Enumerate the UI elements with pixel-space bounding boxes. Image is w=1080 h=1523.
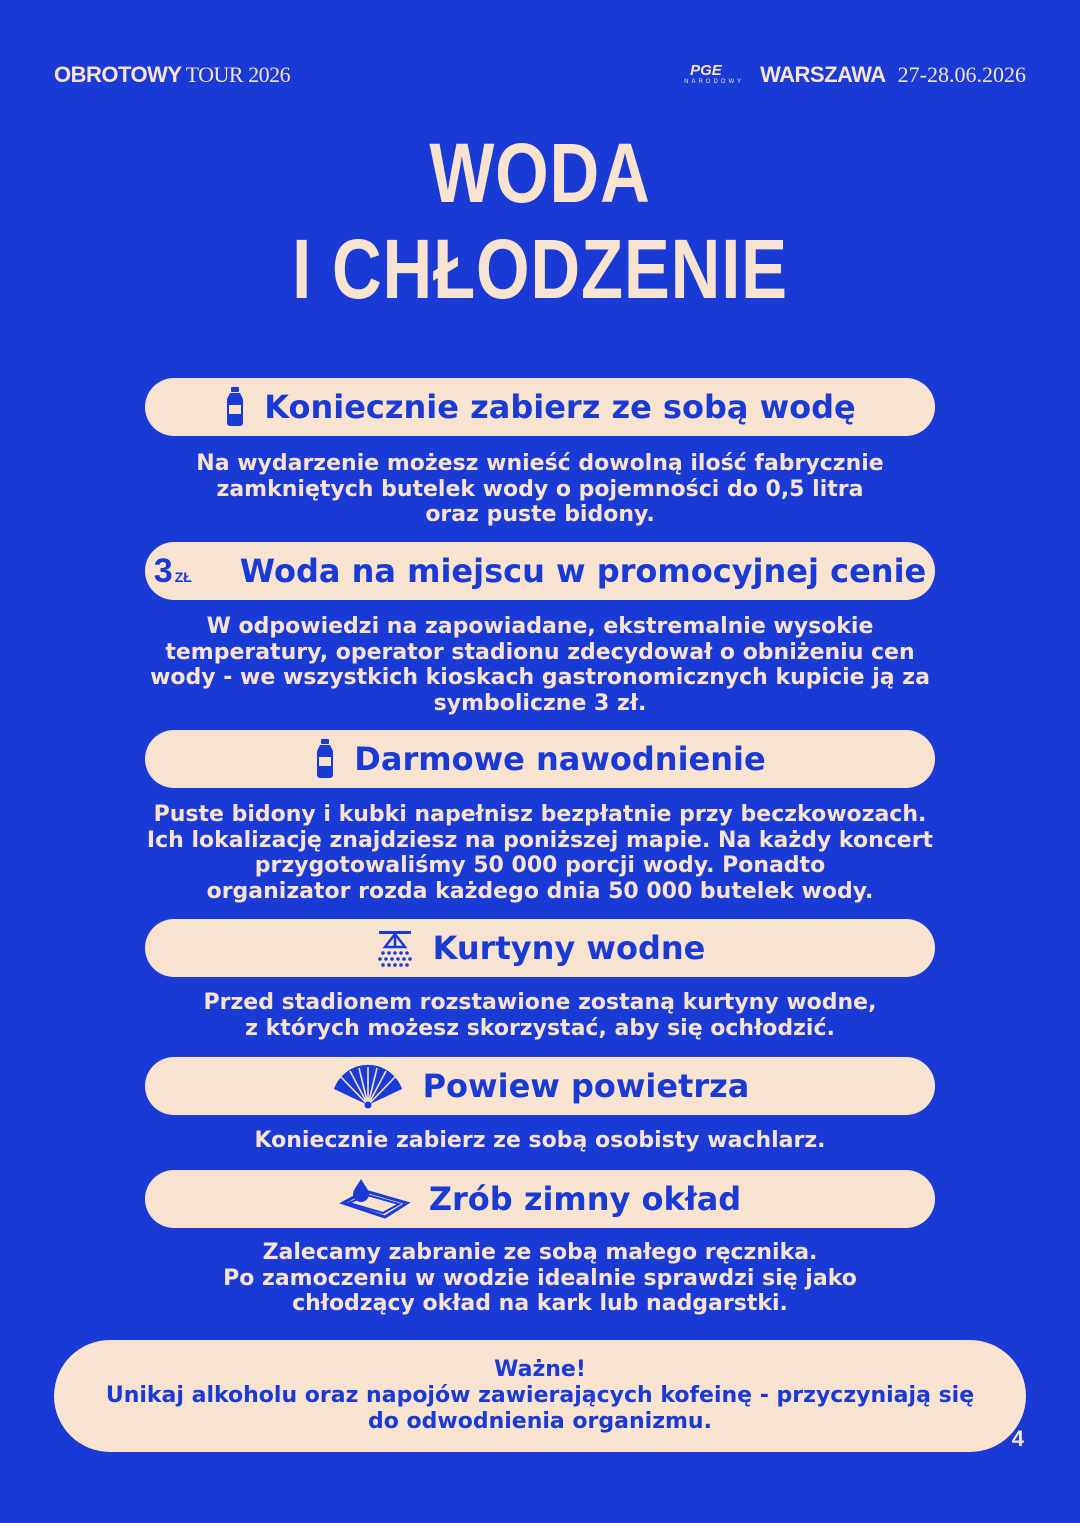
section-desc-cold-compress bbox=[100, 1240, 980, 1317]
section-desc-water-curtains bbox=[100, 990, 980, 1041]
pge-narodowy-logo bbox=[684, 64, 744, 86]
price-icon-value: 3 bbox=[153, 551, 173, 590]
section-desc-air-breeze bbox=[100, 1128, 980, 1154]
page-number: 4 bbox=[1011, 1426, 1024, 1451]
brand-bold-text: OBROTOWY bbox=[54, 62, 182, 87]
section-heading-cold-compress bbox=[145, 1170, 935, 1228]
desc-line: Koniecznie zabierz ze sobą osobisty wachlarz. bbox=[254, 1128, 826, 1153]
desc-line: W odpowiedzi na zapowiadane, ekstremalnie wysokie bbox=[206, 614, 874, 639]
pge-logo-text: PGE bbox=[690, 62, 722, 79]
desc-line: wody - we wszystkich kioskach gastronomicznych kupicie ją za bbox=[150, 665, 930, 690]
tour-brand bbox=[54, 62, 290, 88]
notice-line: do odwodnienia organizmu. bbox=[368, 1409, 712, 1434]
shower-sprinkler-icon bbox=[375, 929, 415, 967]
section-heading-air-breeze bbox=[145, 1057, 935, 1115]
section-heading-promo-price bbox=[145, 542, 935, 600]
desc-line: Po zamoczeniu w wodzie idealnie sprawdzi się jako bbox=[223, 1265, 857, 1291]
section-heading-text: Koniecznie zabierz ze sobą wodę bbox=[264, 388, 856, 426]
desc-line: zamkniętych butelek wody o pojemności do 0,5 litra bbox=[216, 476, 864, 502]
desc-line: organizator rozda każdego dnia 50 000 butelek wody. bbox=[206, 878, 874, 904]
section-heading-water-curtains bbox=[145, 919, 935, 977]
section-heading-text: Darmowe nawodnienie bbox=[354, 740, 766, 778]
event-dates: 27-28.06.2026 bbox=[897, 62, 1026, 87]
section-heading-text: Zrób zimny okład bbox=[428, 1180, 742, 1218]
notice-line: Unikaj alkoholu oraz napojów zawierających kofeinę - przyczyniają się bbox=[105, 1383, 975, 1408]
brand-serif-text: TOUR 2026 bbox=[185, 62, 291, 87]
desc-line: symboliczne 3 zł. bbox=[433, 690, 647, 716]
desc-line: Ich lokalizację znajdziesz na poniższej mapie. Na każdy koncert bbox=[146, 827, 934, 853]
water-bottle-icon bbox=[314, 739, 336, 779]
section-desc-free-hydration bbox=[100, 802, 980, 904]
price-tag-icon bbox=[154, 552, 192, 591]
title-line-1: WODA bbox=[429, 126, 651, 220]
wet-towel-icon bbox=[339, 1177, 411, 1221]
desc-line: oraz puste bidony. bbox=[425, 502, 655, 527]
section-heading-bring-water bbox=[145, 378, 935, 436]
hand-fan-icon bbox=[331, 1063, 405, 1109]
section-heading-text: Woda na miejscu w promocyjnej cenie bbox=[239, 552, 927, 590]
notice-heading: Ważne! bbox=[494, 1357, 586, 1382]
title-line-2: I CHŁODZENIE bbox=[292, 222, 788, 316]
venue-info bbox=[684, 62, 1026, 88]
page-header bbox=[54, 62, 1026, 96]
price-icon-unit: ZŁ bbox=[174, 568, 192, 585]
desc-line: Przed stadionem rozstawione zostaną kurtyny wodne, bbox=[203, 990, 877, 1015]
desc-line: Zalecamy zabranie ze sobą małego ręcznika. bbox=[262, 1240, 818, 1265]
desc-line: przygotowaliśmy 50 000 porcji wody. Ponadto bbox=[254, 853, 826, 878]
water-bottle-icon bbox=[224, 387, 246, 427]
desc-line: chłodzący okład na kark lub nadgarstki. bbox=[292, 1291, 788, 1316]
section-desc-promo-price bbox=[100, 614, 980, 716]
section-heading-free-hydration bbox=[145, 730, 935, 788]
desc-line: Puste bidony i kubki napełnisz bezpłatnie przy beczkowozach. bbox=[153, 802, 927, 827]
narodowy-logo-text: NARODOWY bbox=[684, 79, 745, 85]
important-notice bbox=[54, 1340, 1026, 1452]
city-name: WARSZAWA bbox=[760, 62, 886, 87]
desc-line: Na wydarzenie możesz wnieść dowolną ilość fabrycznie bbox=[196, 451, 884, 476]
section-desc-bring-water bbox=[100, 451, 980, 528]
section-heading-text: Kurtyny wodne bbox=[432, 929, 706, 967]
desc-line: z których możesz skorzystać, aby się ochłodzić. bbox=[245, 1015, 835, 1041]
page-title bbox=[0, 125, 1080, 317]
desc-line: temperatury, operator stadionu zdecydował o obniżeniu cen bbox=[165, 639, 915, 665]
section-heading-text: Powiew powietrza bbox=[422, 1067, 750, 1105]
